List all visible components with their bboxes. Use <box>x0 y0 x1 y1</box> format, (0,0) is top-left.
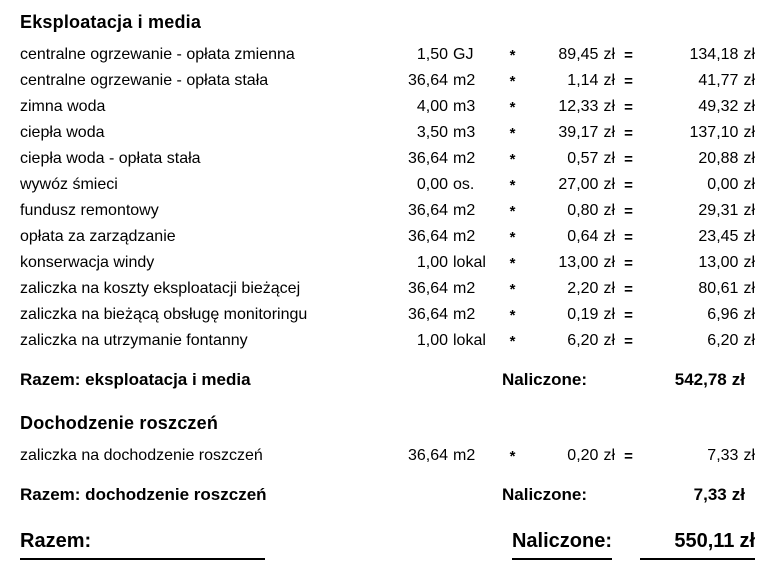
currency-label: zł <box>739 530 755 552</box>
currency-label: zł <box>743 98 755 115</box>
unit-price <box>530 124 615 142</box>
fee-table-dochodzenie <box>20 443 755 469</box>
currency-label: zł <box>603 332 615 349</box>
row-total-value: 29,31 <box>698 202 739 219</box>
unit-price <box>530 280 615 298</box>
quantity-unit: m2 <box>453 447 476 464</box>
quantity-value: 36,64 <box>407 150 448 167</box>
quantity-unit: m2 <box>453 72 476 89</box>
row-total <box>642 306 755 324</box>
fee-label: ciepła woda - opłata stała <box>20 150 201 167</box>
fee-row <box>20 276 755 302</box>
fee-label: zimna woda <box>20 98 106 115</box>
quantity-value: 1,00 <box>416 332 448 349</box>
unit-price <box>530 176 615 194</box>
fee-row <box>20 68 755 94</box>
unit-price <box>530 254 615 272</box>
equals-sign: = <box>624 306 633 324</box>
currency-label: zł <box>743 332 755 349</box>
currency-label: zł <box>743 280 755 297</box>
unit-price-value: 27,00 <box>558 176 599 193</box>
quantity-unit: m2 <box>453 280 476 297</box>
row-total-value: 6,20 <box>707 332 739 349</box>
currency-label: zł <box>603 98 615 115</box>
fee-row <box>20 443 755 469</box>
row-total <box>642 447 755 465</box>
unit-price <box>530 306 615 324</box>
row-total-value: 0,00 <box>707 176 739 193</box>
row-total-value: 20,88 <box>698 150 739 167</box>
currency-label: zł <box>743 228 755 245</box>
unit-price-value: 0,20 <box>567 447 599 464</box>
row-total-value: 6,96 <box>707 306 739 323</box>
summary-amount-value: 542,78 <box>674 370 727 389</box>
currency-label: zł <box>731 370 745 389</box>
currency-label: zł <box>743 202 755 219</box>
currency-label: zł <box>603 254 615 271</box>
multiply-sign: * <box>509 306 516 324</box>
summary-amount <box>622 370 755 390</box>
row-total <box>642 228 755 246</box>
quantity-unit: m2 <box>453 150 476 167</box>
equals-sign: = <box>624 228 633 246</box>
fee-row <box>20 94 755 120</box>
unit-price <box>530 332 615 350</box>
multiply-sign: * <box>509 176 516 194</box>
fee-label: centralne ogrzewanie - opłata stała <box>20 72 269 89</box>
section-heading-dochodzenie: Dochodzenie roszczeń <box>20 413 219 433</box>
row-total-value: 49,32 <box>698 98 739 115</box>
currency-label: zł <box>603 280 615 297</box>
quantity-value: 36,64 <box>407 306 448 323</box>
naliczone-label: Naliczone: <box>512 530 612 560</box>
row-total-value: 13,00 <box>698 254 739 271</box>
currency-label: zł <box>743 447 755 464</box>
multiply-sign: * <box>509 254 516 272</box>
row-total <box>642 332 755 350</box>
row-total-value: 80,61 <box>698 280 739 297</box>
currency-label: zł <box>603 150 615 167</box>
grand-total-amount-value: 550,11 <box>674 530 735 552</box>
quantity-value: 3,50 <box>416 124 448 141</box>
unit-price-value: 39,17 <box>558 124 599 141</box>
unit-price-value: 13,00 <box>558 254 599 271</box>
fee-label: zaliczka na utrzymanie fontanny <box>20 332 248 349</box>
summary-row-eksploatacja <box>20 367 755 393</box>
currency-label: zł <box>603 306 615 323</box>
quantity-unit: os. <box>453 176 475 193</box>
quantity-unit: lokal <box>453 254 486 271</box>
equals-sign: = <box>624 202 633 220</box>
unit-price-value: 1,14 <box>567 72 599 89</box>
multiply-sign: * <box>509 150 516 168</box>
quantity-unit: m3 <box>453 98 476 115</box>
quantity-value: 0,00 <box>416 176 448 193</box>
row-total <box>642 72 755 90</box>
unit-price-value: 0,80 <box>567 202 599 219</box>
fee-label: zaliczka na bieżącą obsługę monitoringu <box>20 306 308 323</box>
summary-amount-value: 7,33 <box>693 485 727 504</box>
unit-price-value: 0,57 <box>567 150 599 167</box>
fee-label: zaliczka na dochodzenie roszczeń <box>20 447 263 464</box>
row-total-value: 41,77 <box>698 72 739 89</box>
unit-price <box>530 46 615 64</box>
equals-sign: = <box>624 254 633 272</box>
currency-label: zł <box>731 485 745 504</box>
row-total <box>642 280 755 298</box>
equals-sign: = <box>624 98 633 116</box>
multiply-sign: * <box>509 280 516 298</box>
quantity-value: 36,64 <box>407 72 448 89</box>
grand-total-label: Razem: <box>20 530 265 560</box>
fee-row <box>20 328 755 354</box>
fee-label: centralne ogrzewanie - opłata zmienna <box>20 46 295 63</box>
summary-row-dochodzenie <box>20 482 755 508</box>
currency-label: zł <box>743 124 755 141</box>
unit-price-value: 12,33 <box>558 98 599 115</box>
quantity-value: 1,50 <box>416 46 448 63</box>
row-total <box>642 98 755 116</box>
quantity-unit: lokal <box>453 332 486 349</box>
quantity-unit: GJ <box>453 46 474 63</box>
quantity-unit: m2 <box>453 306 476 323</box>
equals-sign: = <box>624 72 633 90</box>
fee-label: wywóz śmieci <box>20 176 118 193</box>
fee-row <box>20 302 755 328</box>
currency-label: zł <box>603 202 615 219</box>
equals-sign: = <box>624 176 633 194</box>
summary-amount <box>622 485 755 505</box>
row-total-value: 23,45 <box>698 228 739 245</box>
unit-price <box>530 98 615 116</box>
multiply-sign: * <box>509 228 516 246</box>
row-total <box>642 150 755 168</box>
row-total <box>642 176 755 194</box>
currency-label: zł <box>743 46 755 63</box>
fee-row <box>20 120 755 146</box>
quantity-unit: m2 <box>453 202 476 219</box>
fee-row <box>20 224 755 250</box>
quantity-value: 4,00 <box>416 98 448 115</box>
currency-label: zł <box>743 254 755 271</box>
currency-label: zł <box>603 46 615 63</box>
quantity-unit: m3 <box>453 124 476 141</box>
row-total <box>642 124 755 142</box>
multiply-sign: * <box>509 447 516 465</box>
row-total <box>642 254 755 272</box>
row-total-value: 137,10 <box>689 124 739 141</box>
multiply-sign: * <box>509 202 516 220</box>
row-total-value: 7,33 <box>707 447 739 464</box>
fee-label: konserwacja windy <box>20 254 155 271</box>
unit-price-value: 6,20 <box>567 332 599 349</box>
unit-price-value: 2,20 <box>567 280 599 297</box>
equals-sign: = <box>624 124 633 142</box>
equals-sign: = <box>624 150 633 168</box>
summary-label: Razem: eksploatacja i media <box>20 370 251 389</box>
section-heading-eksploatacja: Eksploatacja i media <box>20 12 202 32</box>
multiply-sign: * <box>509 124 516 142</box>
quantity-unit: m2 <box>453 228 476 245</box>
fee-row <box>20 250 755 276</box>
unit-price <box>530 150 615 168</box>
equals-sign: = <box>624 332 633 350</box>
equals-sign: = <box>624 280 633 298</box>
fee-table-eksploatacja <box>20 42 755 354</box>
row-total-value: 134,18 <box>689 46 739 63</box>
fee-row <box>20 172 755 198</box>
fee-label: zaliczka na koszty eksploatacji bieżącej <box>20 280 301 297</box>
multiply-sign: * <box>509 98 516 116</box>
currency-label: zł <box>603 447 615 464</box>
fee-row <box>20 42 755 68</box>
currency-label: zł <box>743 150 755 167</box>
currency-label: zł <box>603 228 615 245</box>
row-total <box>642 46 755 64</box>
quantity-value: 36,64 <box>407 202 448 219</box>
unit-price <box>530 228 615 246</box>
fee-label: fundusz remontowy <box>20 202 159 219</box>
equals-sign: = <box>624 447 633 465</box>
unit-price <box>530 72 615 90</box>
row-total <box>642 202 755 220</box>
unit-price <box>530 447 615 465</box>
unit-price-value: 89,45 <box>558 46 599 63</box>
fee-row <box>20 198 755 224</box>
grand-total-amount <box>640 530 755 560</box>
currency-label: zł <box>603 124 615 141</box>
currency-label: zł <box>743 72 755 89</box>
multiply-sign: * <box>509 332 516 350</box>
naliczone-label: Naliczone: <box>502 370 588 389</box>
quantity-value: 36,64 <box>407 280 448 297</box>
unit-price-value: 0,19 <box>567 306 599 323</box>
multiply-sign: * <box>509 72 516 90</box>
unit-price <box>530 202 615 220</box>
currency-label: zł <box>743 306 755 323</box>
quantity-value: 36,64 <box>407 447 448 464</box>
multiply-sign: * <box>509 46 516 64</box>
currency-label: zł <box>603 176 615 193</box>
equals-sign: = <box>624 46 633 64</box>
currency-label: zł <box>603 72 615 89</box>
currency-label: zł <box>743 176 755 193</box>
fee-label: ciepła woda <box>20 124 105 141</box>
quantity-value: 1,00 <box>416 254 448 271</box>
naliczone-label: Naliczone: <box>502 485 588 504</box>
summary-label: Razem: dochodzenie roszczeń <box>20 485 267 504</box>
fee-label: opłata za zarządzanie <box>20 228 176 245</box>
quantity-value: 36,64 <box>407 228 448 245</box>
fee-row <box>20 146 755 172</box>
unit-price-value: 0,64 <box>567 228 599 245</box>
grand-total-row <box>20 530 755 560</box>
